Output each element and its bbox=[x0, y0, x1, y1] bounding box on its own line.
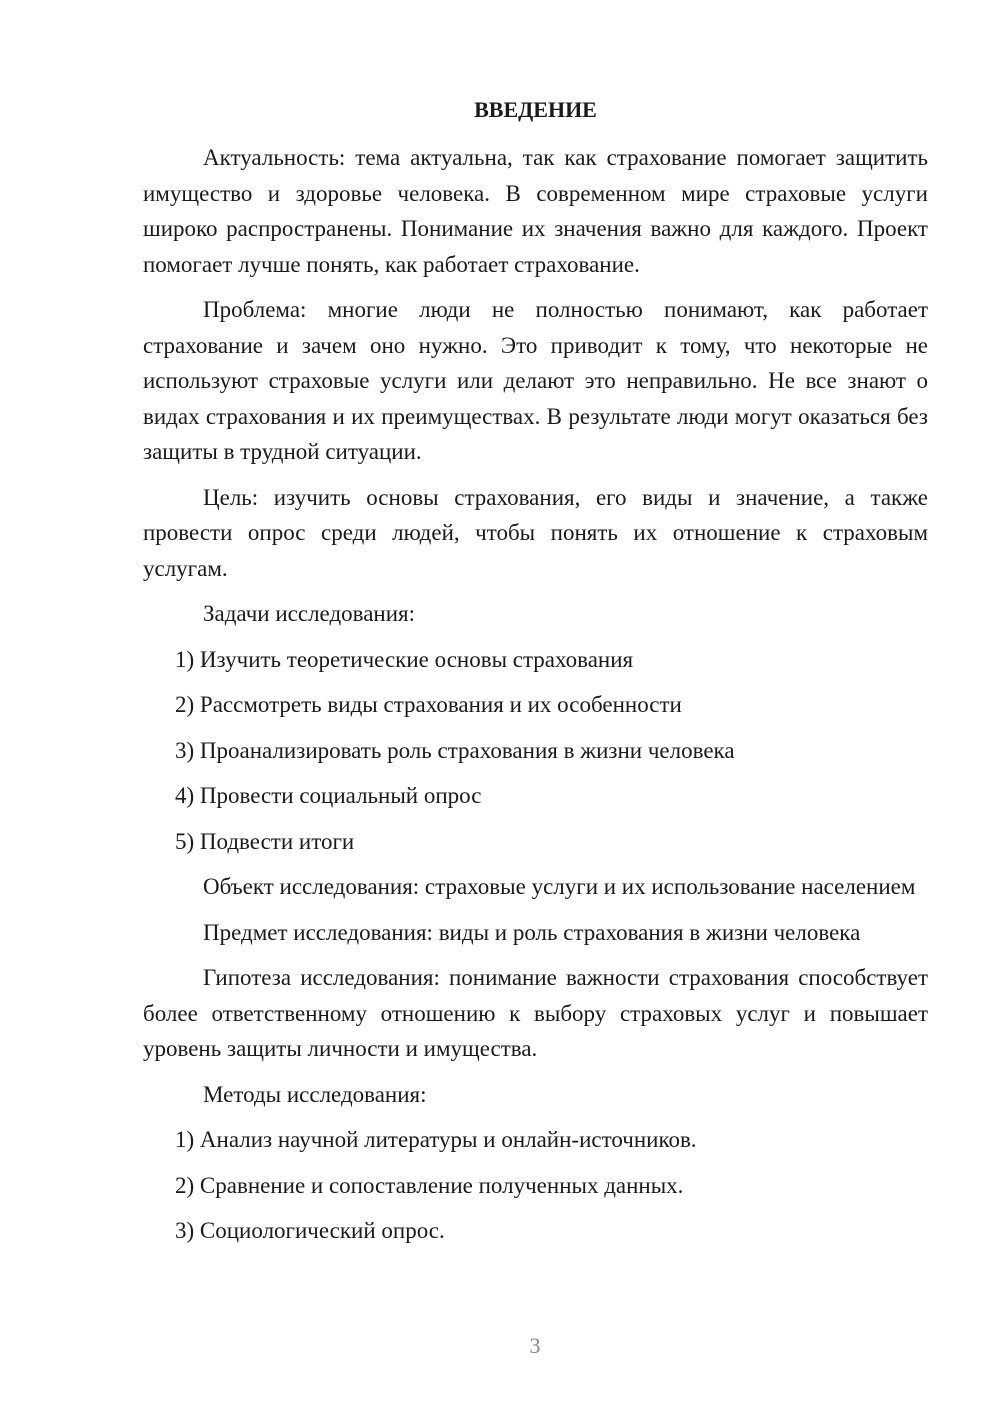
page-title: ВВЕДЕНИЕ bbox=[474, 97, 597, 122]
tasks-heading: Задачи исследования: bbox=[203, 601, 416, 626]
methods-heading: Методы исследования: bbox=[203, 1081, 427, 1107]
list-item: 1) Изучить теоретические основы страхования bbox=[175, 646, 634, 672]
list-item: 4) Провести социальный опрос bbox=[175, 783, 482, 808]
list-item: 3) Социологический опрос. bbox=[175, 1218, 445, 1243]
methods-list bbox=[143, 1122, 928, 1249]
relevance-paragraph: Актуальность: тема актуальна, так как страхование помогает защитить имущество и здоровье человека. В современном мире страховые услуги широко распространены. Понимание их значения важно для каждого. Проект помогает лучше понять, как работает страхование. bbox=[143, 145, 928, 277]
page-number: 3 bbox=[529, 1333, 541, 1358]
problem-paragraph: Проблема: многие люди не полностью понимают, как работает страхование и зачем оно нужно. Это приводит к тому, что некоторые не используют страховые услуги или делают это неправильно. Не все знают о видах страхования и их преимуществах. В результате люди могут оказаться без защиты в трудной ситуации. bbox=[143, 297, 928, 464]
list-item: 2) Рассмотреть виды страхования и их особенности bbox=[175, 692, 682, 717]
object-paragraph: Объект исследования: страховые услуги и их использование населением bbox=[203, 874, 916, 899]
list-item: 5) Подвести итоги bbox=[175, 828, 355, 854]
document-page bbox=[143, 90, 928, 1259]
list-item: 1) Анализ научной литературы и онлайн-источников. bbox=[175, 1127, 697, 1152]
hypothesis-paragraph: Гипотеза исследования: понимание важности страхования способствует более ответственному отношению к выбору страховых услуг и повышает уровень защиты личности и имущества. bbox=[143, 965, 928, 1061]
list-item: 2) Сравнение и сопоставление полученных данных. bbox=[175, 1172, 684, 1198]
list-item: 3) Проанализировать роль страхования в жизни человека bbox=[175, 737, 735, 763]
goal-paragraph: Цель: изучить основы страхования, его виды и значение, а также провести опрос среди людей, чтобы понять их отношение к страховым услугам. bbox=[143, 484, 928, 581]
tasks-list bbox=[143, 642, 928, 860]
subject-paragraph: Предмет исследования: виды и роль страхования в жизни человека bbox=[203, 919, 861, 945]
